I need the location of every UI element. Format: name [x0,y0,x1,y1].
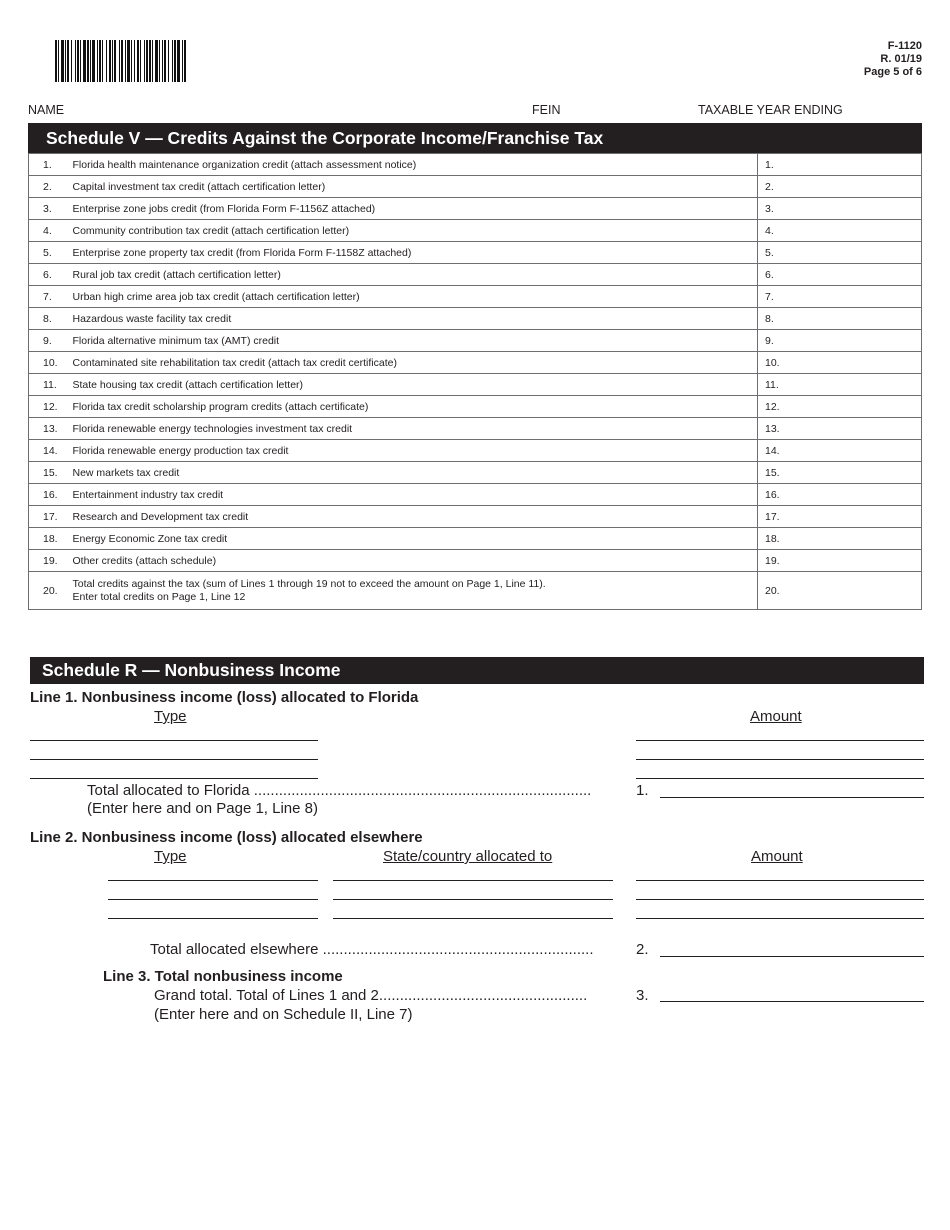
line-amount-box[interactable]: 12. [758,396,922,418]
schedule-v-line-row [29,550,922,572]
fein-label: FEIN [532,103,561,117]
schedule-v-line-row [29,176,922,198]
schedule-v-title: Schedule V — Credits Against the Corporate Income/Franchise Tax [28,123,922,153]
schedule-v-line-row [29,352,922,374]
line-amount-box[interactable]: 13. [758,418,922,440]
line-description: Florida health maintenance organization credit (attach assessment notice) [65,154,758,176]
line2-total-label: Total allocated elsewhere ................................................................. [150,941,594,958]
schedule-v-line-row [29,484,922,506]
name-label: NAME [28,103,65,117]
form-number: F-1120 [887,40,922,52]
line-description: Hazardous waste facility tax credit [65,308,758,330]
schedule-v-line-row [29,506,922,528]
line-number: 15. [29,462,65,484]
line-description: Florida renewable energy production tax credit [65,440,758,462]
line-description: State housing tax credit (attach certification letter) [65,374,758,396]
line-amount-box[interactable]: 10. [758,352,922,374]
line-description: Florida alternative minimum tax (AMT) credit [65,330,758,352]
line2-total-number: 2. [636,941,649,958]
line-number: 2. [29,176,65,198]
line-amount-box[interactable]: 20. [758,572,922,610]
line-amount-box[interactable]: 3. [758,198,922,220]
line1-amount-label: Amount [750,708,802,725]
schedule-v-line-row [29,462,922,484]
line1-total-label: Total allocated to Florida ................................................................................. [87,782,592,799]
schedule-v-line-row [29,286,922,308]
line1-heading: Line 1. Nonbusiness income (loss) allocated to Florida [30,689,419,706]
line-amount-box[interactable]: 19. [758,550,922,572]
line-amount-box[interactable]: 8. [758,308,922,330]
line-number: 11. [29,374,65,396]
line-amount-box[interactable]: 14. [758,440,922,462]
line-description: Capital investment tax credit (attach certification letter) [65,176,758,198]
line-amount-box[interactable]: 4. [758,220,922,242]
schedule-v-line-row-total [29,572,922,610]
line-number: 17. [29,506,65,528]
line-description: Research and Development tax credit [65,506,758,528]
line-amount-box[interactable]: 1. [758,154,922,176]
line-amount-box[interactable]: 17. [758,506,922,528]
line-amount-box[interactable]: 6. [758,264,922,286]
line-number: 20. [29,572,65,610]
line-description: Florida renewable energy technologies investment tax credit [65,418,758,440]
line-description: Enterprise zone jobs credit (from Florida Form F-1156Z attached) [65,198,758,220]
schedule-v-line-row [29,264,922,286]
schedule-v-line-row [29,220,922,242]
line20-desc-2: Enter total credits on Page 1, Line 12 [72,590,246,603]
line-number: 1. [29,154,65,176]
line2-amount-label: Amount [751,848,803,865]
schedule-v-line-row [29,308,922,330]
line-description: Entertainment industry tax credit [65,484,758,506]
line-description [65,572,758,610]
line3-total-number: 3. [636,987,649,1004]
line-number: 19. [29,550,65,572]
line-number: 12. [29,396,65,418]
page-number: Page 5 of 6 [863,66,922,78]
line-number: 9. [29,330,65,352]
line-description: Enterprise zone property tax credit (from Florida Form F-1158Z attached) [65,242,758,264]
line-amount-box[interactable]: 2. [758,176,922,198]
schedule-v-line-row [29,374,922,396]
schedule-v-line-row [29,396,922,418]
line3-heading: Line 3. Total nonbusiness income [103,968,343,985]
line2-amount-entry-2[interactable] [636,899,924,900]
schedule-v-line-row [29,198,922,220]
line3-note: (Enter here and on Schedule II, Line 7) [154,1006,413,1023]
line-amount-box[interactable]: 18. [758,528,922,550]
line1-type-entry-3[interactable] [30,778,318,779]
schedule-v-line-row [29,440,922,462]
line-description: Urban high crime area job tax credit (attach certification letter) [65,286,758,308]
line-number: 14. [29,440,65,462]
line-amount-box[interactable]: 9. [758,330,922,352]
line1-total-entry[interactable] [660,797,924,798]
line2-type-entry-1[interactable] [108,880,318,881]
schedule-v-table [28,153,922,610]
line1-type-entry-2[interactable] [30,759,318,760]
line1-type-label: Type [154,708,187,725]
taxable-year-label: TAXABLE YEAR ENDING [698,103,843,117]
line-number: 16. [29,484,65,506]
line1-type-entry-1[interactable] [30,740,318,741]
line-description: Energy Economic Zone tax credit [65,528,758,550]
line2-type-label: Type [154,848,187,865]
line2-state-entry-2[interactable] [333,899,613,900]
line-description: Rural job tax credit (attach certification letter) [65,264,758,286]
line-number: 10. [29,352,65,374]
schedule-v-line-row [29,242,922,264]
schedule-r-title: Schedule R — Nonbusiness Income [30,657,924,684]
form-identifier [864,40,922,79]
line2-amount-entry-3[interactable] [636,918,924,919]
line2-state-entry-3[interactable] [333,918,613,919]
line-number: 6. [29,264,65,286]
line-number: 5. [29,242,65,264]
line3-grand-total-label: Grand total. Total of Lines 1 and 2.................................................. [154,987,588,1004]
schedule-v-line-row [29,528,922,550]
line1-amount-entry-1[interactable] [636,740,924,741]
line2-state-entry-1[interactable] [333,880,613,881]
line-number: 3. [29,198,65,220]
form-revision: R. 01/19 [880,53,922,65]
line-number: 18. [29,528,65,550]
line2-type-entry-2[interactable] [108,899,318,900]
line-description: New markets tax credit [65,462,758,484]
line2-total-entry[interactable] [660,956,924,957]
line1-amount-entry-3[interactable] [636,778,924,779]
schedule-v-line-row [29,418,922,440]
line3-total-entry[interactable] [660,1001,924,1002]
line-amount-box[interactable]: 7. [758,286,922,308]
line-number: 7. [29,286,65,308]
line1-amount-entry-2[interactable] [636,759,924,760]
line-description: Community contribution tax credit (attach certification letter) [65,220,758,242]
line-amount-box[interactable]: 15. [758,462,922,484]
schedule-v-line-row [29,154,922,176]
schedule-v-line-row [29,330,922,352]
line-description: Other credits (attach schedule) [65,550,758,572]
line-description: Contaminated site rehabilitation tax credit (attach tax credit certificate) [65,352,758,374]
line1-total-number: 1. [636,782,649,799]
line2-state-label: State/country allocated to [383,848,553,865]
line-amount-box[interactable]: 16. [758,484,922,506]
line1-total-note: (Enter here and on Page 1, Line 8) [87,800,318,817]
line2-amount-entry-1[interactable] [636,880,924,881]
line2-heading: Line 2. Nonbusiness income (loss) allocated elsewhere [30,829,423,846]
line-amount-box[interactable]: 11. [758,374,922,396]
barcode [55,40,280,82]
line-number: 13. [29,418,65,440]
line-amount-box[interactable]: 5. [758,242,922,264]
line-number: 4. [29,220,65,242]
line-description: Florida tax credit scholarship program credits (attach certificate) [65,396,758,418]
line20-desc-1: Total credits against the tax (sum of Lines 1 through 19 not to exceed the amount on Page 1, Line 11). [72,577,546,590]
line-number: 8. [29,308,65,330]
line2-type-entry-3[interactable] [108,918,318,919]
